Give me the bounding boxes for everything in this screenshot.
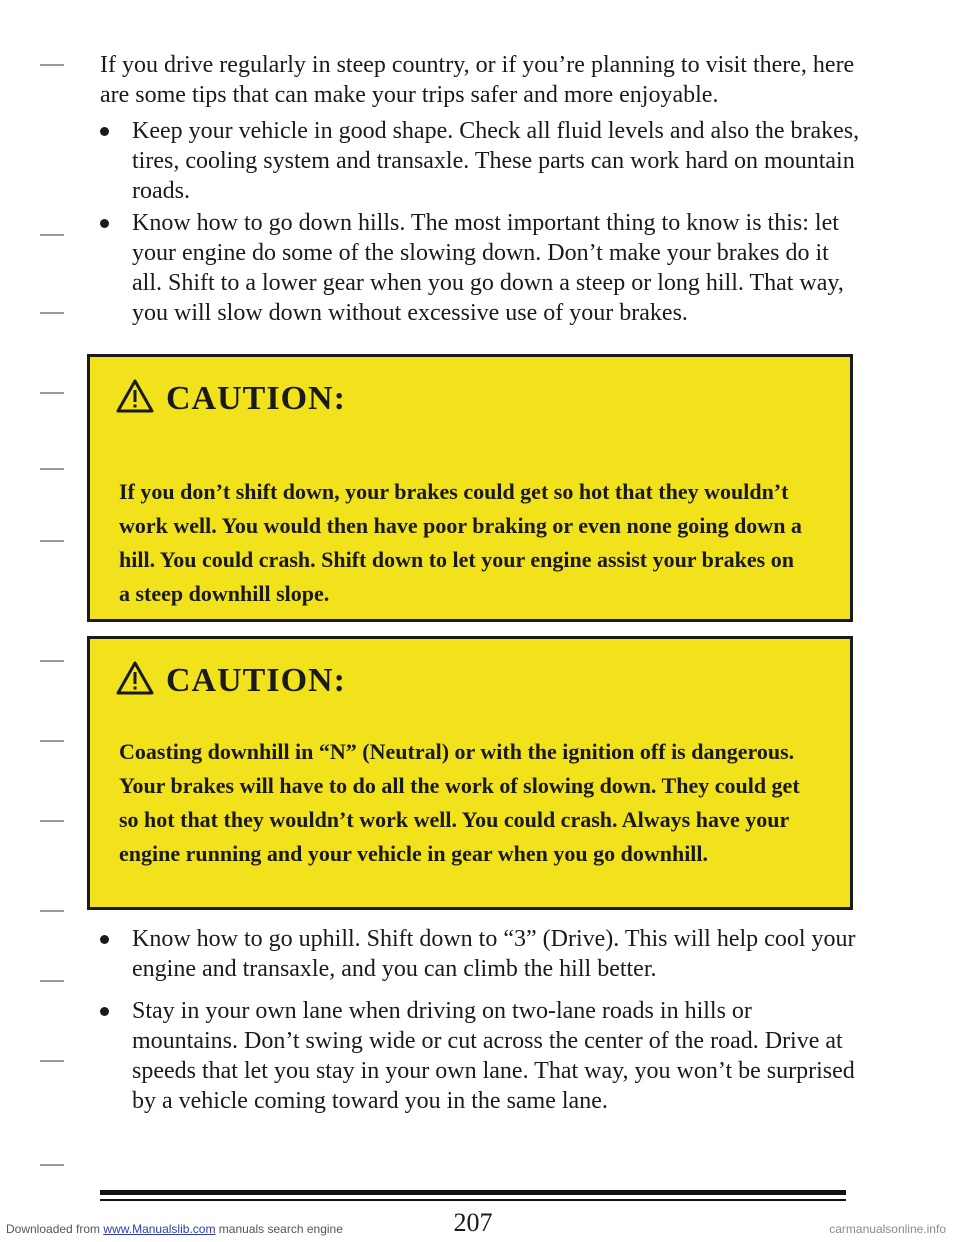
bullet-icon	[100, 219, 109, 228]
caution-box	[87, 636, 853, 910]
bullet-icon	[100, 127, 109, 136]
list-item	[100, 996, 860, 1116]
caution-text: If you don’t shift down, your brakes could get so hot that they wouldn’t work well. You would then have poor braking or even none going down a hill. You could crash. Shift down to let your engine assist your brakes on a steep downhill slope.	[119, 479, 802, 606]
margin-mark	[40, 910, 64, 912]
margin-mark	[40, 740, 64, 742]
bullet-icon	[100, 935, 109, 944]
margin-mark	[40, 660, 64, 662]
caution-box	[87, 354, 853, 622]
list-item-text: Know how to go uphill. Shift down to “3” (Drive). This will help cool your engine and transaxle, and you can climb the hill better.	[132, 926, 856, 982]
margin-mark	[40, 64, 64, 66]
margin-mark	[40, 1060, 64, 1062]
caution-title-text: CAUTION:	[166, 662, 346, 699]
watermark: carmanualsonline.info	[829, 1222, 946, 1236]
caution-title	[116, 661, 346, 700]
download-prefix: Downloaded from	[6, 1222, 101, 1236]
list-item	[100, 116, 860, 206]
intro-paragraph: If you drive regularly in steep country, or if you’re planning to visit there, here are some tips that can make your trips safer and more enjoyable.	[100, 52, 855, 108]
caution-title	[116, 379, 346, 418]
warning-triangle-icon	[116, 379, 154, 413]
caution-text: Coasting downhill in “N” (Neutral) or with the ignition off is dangerous. Your brakes will have to do all the work of slowing down. They could get so hot that they wouldn’t work well. You could crash. Always have your engine running and your vehicle in gear when you go downhill.	[119, 739, 800, 866]
margin-mark	[40, 392, 64, 394]
list-item	[100, 924, 860, 984]
download-notice	[6, 1222, 343, 1236]
bullet-icon	[100, 1007, 109, 1016]
footer-rule	[100, 1190, 846, 1195]
manualslib-link[interactable]: www.Manualslib.com	[103, 1222, 216, 1236]
margin-mark	[40, 468, 64, 470]
download-suffix: manuals search engine	[218, 1222, 343, 1236]
list-item	[100, 208, 860, 328]
margin-mark	[40, 234, 64, 236]
caution-title-text: CAUTION:	[166, 380, 346, 417]
page-number: 207	[453, 1208, 493, 1237]
list-item-text: Keep your vehicle in good shape. Check all fluid levels and also the brakes, tires, cooling system and transaxle. These parts can work hard on mountain roads.	[132, 118, 860, 204]
margin-mark	[40, 1164, 64, 1166]
margin-mark	[40, 540, 64, 542]
list-item-text: Stay in your own lane when driving on two-lane roads in hills or mountains. Don’t swing wide or cut across the center of the road. Drive at speeds that let you stay in your own lane. That way, you won’t be surprised by a vehicle coming toward you in the same lane.	[132, 998, 855, 1114]
margin-mark	[40, 312, 64, 314]
footer-rule	[100, 1199, 846, 1201]
margin-mark	[40, 980, 64, 982]
margin-mark	[40, 820, 64, 822]
list-item-text: Know how to go down hills. The most important thing to know is this: let your engine do some of the slowing down. Don’t make your brakes do it all. Shift to a lower gear when you go down a steep or long hill. That way, you will slow down without excessive use of your brakes.	[132, 210, 844, 326]
warning-triangle-icon	[116, 661, 154, 695]
